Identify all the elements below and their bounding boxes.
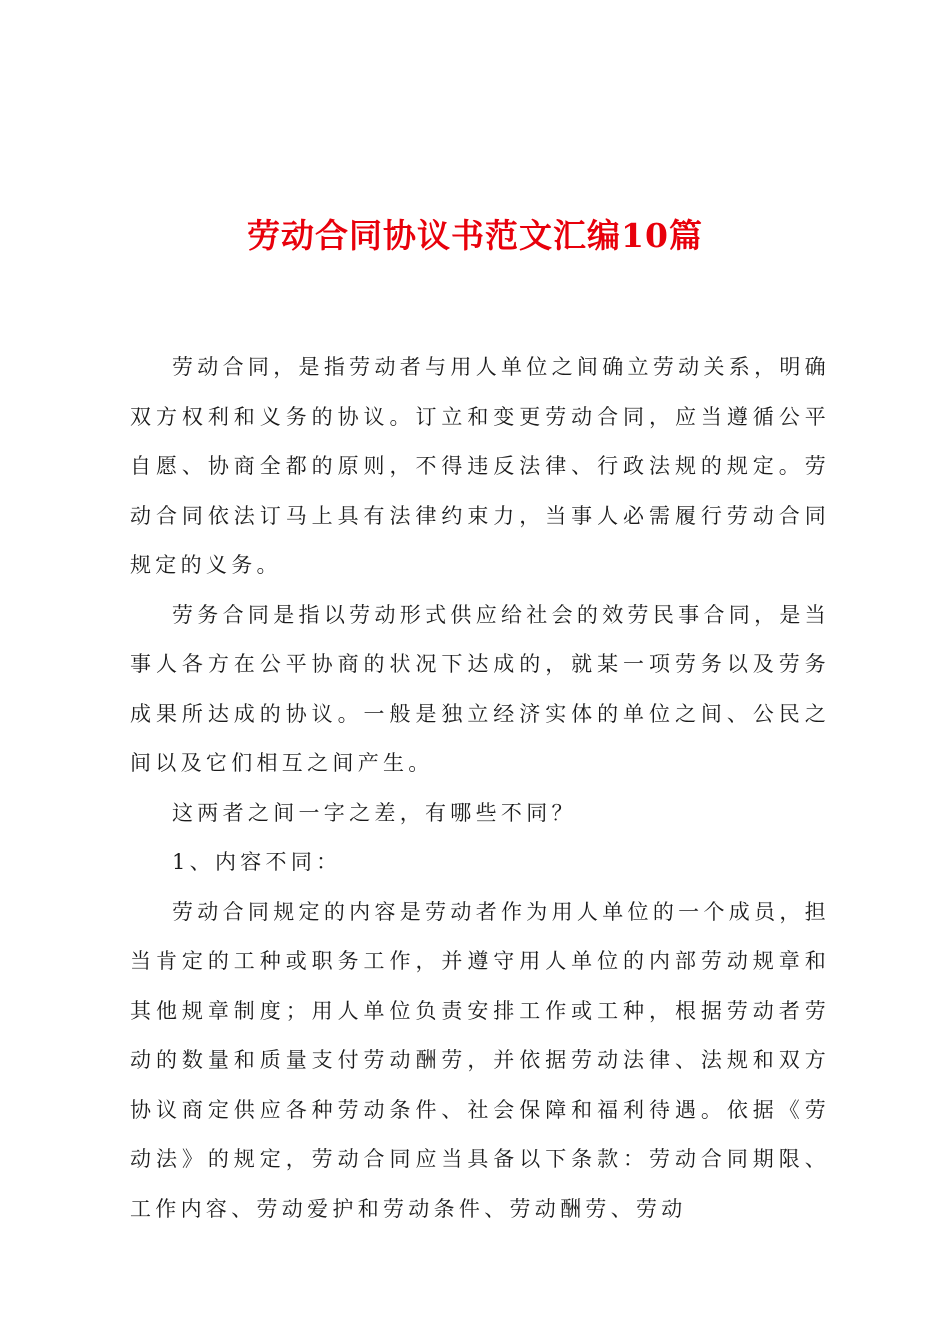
paragraph-content-difference: 劳动合同规定的内容是劳动者作为用人单位的一个成员，担当肯定的工种或职务工作，并遵守用人单位的内部劳动规章和其他规章制度；用人单位负责安排工作或工种，根据劳动者劳动的数量和质量支付劳动酬劳，并依据劳动法律、法规和双方协议商定供应各种劳动条件、社会保障和福利待遇。依据《劳动法》的规定，劳动合同应当具备以下条款：劳动合同期限、工作内容、劳动爱护和劳动条件、劳动酬劳、劳动: [130, 899, 830, 1221]
document-title: 劳动合同协议书范文汇编10篇: [247, 216, 703, 255]
paragraph-question: 这两者之间一字之差，有哪些不同？: [172, 800, 577, 825]
paragraph-definition-service-contract: 劳务合同是指以劳动形式供应给社会的效劳民事合同，是当事人各方在公平协商的状况下达成的，就某一项劳务以及劳务成果所达成的协议。一般是独立经济实体的单位之间、公民之间以及它们相互之间产生。: [130, 602, 830, 775]
paragraph-section-heading: 1、内容不同：: [172, 850, 342, 874]
document-body: [130, 343, 830, 1234]
paragraph-definition-labor-contract: 劳动合同，是指劳动者与用人单位之间确立劳动关系，明确双方权利和义务的协议。订立和变更劳动合同，应当遵循公平自愿、协商全都的原则，不得违反法律、行政法规的规定。劳动合同依法订马上具有法律约束力，当事人必需履行劳动合同规定的义务。: [130, 355, 830, 577]
